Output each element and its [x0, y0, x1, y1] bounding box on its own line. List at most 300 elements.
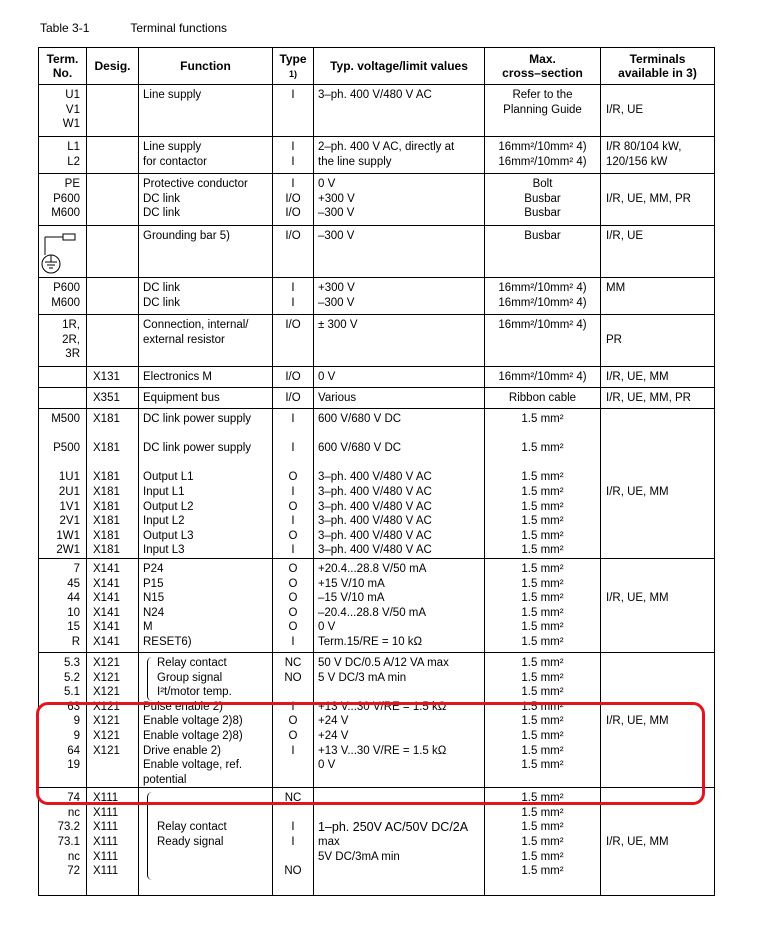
- cell-type: [273, 226, 314, 278]
- cell-line: 63: [67, 700, 80, 713]
- cell-line: P15: [143, 577, 164, 590]
- cell-line: I/O: [285, 371, 301, 383]
- cell-type: [273, 652, 314, 787]
- cell-line: 1.5 mm²: [521, 635, 564, 648]
- cell-line: Line supply: [143, 89, 202, 101]
- table-row: [39, 388, 715, 409]
- cell-line: X181: [93, 544, 120, 557]
- cell-line: I/R, UE, MM: [606, 371, 669, 383]
- cell-line: 1.5 mm²: [521, 656, 564, 669]
- cell-line: –300 V: [318, 207, 355, 220]
- cell-avail: [601, 137, 715, 174]
- cell-line: –300 V: [318, 230, 355, 242]
- cell-term: [39, 788, 87, 896]
- cell-line: X141: [93, 606, 120, 619]
- cell-volt: [314, 278, 485, 315]
- cell-line: [601, 671, 714, 686]
- cell-type: [273, 788, 314, 896]
- cell-line: 1.5 mm²: [521, 806, 564, 819]
- cell-line: X141: [93, 562, 120, 575]
- cell-line: I: [291, 413, 295, 425]
- cell-line: external resistor: [143, 333, 225, 346]
- cell-line: [87, 773, 138, 788]
- cell-line: 1.5 mm²: [521, 792, 564, 805]
- cell-line: Protective conductor: [143, 178, 248, 190]
- cell-line: [601, 441, 714, 456]
- cell-volt: [314, 558, 485, 652]
- cell-line: potential: [143, 773, 187, 786]
- header-type: Type 1): [273, 48, 314, 85]
- cell-volt: [314, 388, 485, 409]
- cell-line: X111: [93, 792, 119, 805]
- cell-line: I/R, UE: [606, 230, 644, 242]
- cell-line: [39, 427, 86, 442]
- cell-cross: [485, 278, 601, 315]
- cell-line: 3–ph. 400 V/480 V AC: [318, 529, 432, 542]
- cell-line: Enable voltage 2)8): [143, 729, 243, 742]
- cell-line: [87, 427, 138, 442]
- cell-line: 1.5 mm²: [521, 621, 564, 634]
- cell-line: Output L2: [143, 500, 194, 513]
- cell-line: I: [291, 155, 295, 168]
- cell-line: Busbar: [524, 230, 561, 242]
- cell-line: 19: [67, 759, 80, 772]
- cell-line: 5.2: [64, 671, 80, 684]
- cell-term: [39, 367, 87, 388]
- table-row: [39, 137, 715, 174]
- cell-desig: [87, 652, 139, 787]
- cell-func: [139, 137, 273, 174]
- cell-line: 1.5 mm²: [521, 686, 564, 699]
- cell-term: [39, 174, 87, 226]
- cell-line: Group signal: [157, 671, 223, 684]
- cell-desig: [87, 409, 139, 559]
- cell-line: I: [291, 282, 295, 294]
- cell-line: O: [288, 621, 298, 634]
- cell-line: 9: [73, 729, 80, 742]
- cell-type: [273, 388, 314, 409]
- cell-volt: [314, 788, 485, 896]
- cell-line: 73.2: [57, 821, 80, 834]
- cell-line: M: [143, 621, 153, 634]
- cell-line: [139, 850, 272, 865]
- cell-line: I: [291, 89, 295, 101]
- cell-cross: [485, 409, 601, 559]
- cell-line: 0 V: [318, 621, 336, 634]
- header-row: [39, 48, 715, 85]
- cell-line: [314, 864, 484, 879]
- table-row: [39, 226, 715, 278]
- cell-line: 1.5 mm²: [521, 729, 564, 742]
- cell-line: [601, 562, 714, 577]
- table-row: [39, 278, 715, 315]
- cell-line: 600 V/680 V DC: [318, 413, 402, 425]
- cell-line: Enable voltage 2)8): [143, 715, 243, 728]
- cell-line: DC link power supply: [143, 442, 252, 455]
- cell-type: [273, 367, 314, 388]
- cell-line: O: [288, 562, 298, 575]
- table-row: [39, 315, 715, 367]
- cell-line: I: [291, 821, 295, 834]
- cell-line: 16mm²/10mm² 4): [498, 282, 587, 294]
- cell-line: +24 V: [318, 729, 349, 742]
- cell-line: N24: [143, 606, 165, 619]
- cell-line: [39, 456, 86, 471]
- cell-line: X111: [93, 836, 119, 849]
- cell-line: Enable voltage, ref.: [143, 759, 243, 772]
- cell-line: X181: [93, 413, 120, 425]
- cell-line: –15 V/10 mA: [318, 592, 385, 605]
- cell-line: [314, 791, 484, 806]
- cell-type: [273, 137, 314, 174]
- cell-line: [601, 700, 714, 715]
- cell-line: I: [291, 141, 295, 153]
- cell-line: NO: [284, 671, 302, 684]
- cell-line: W1: [62, 118, 80, 131]
- cell-line: [139, 806, 272, 821]
- cell-line: DC link: [143, 192, 181, 205]
- cell-line: [601, 577, 714, 592]
- cell-avail: [601, 788, 715, 896]
- cell-desig: [87, 315, 139, 367]
- cell-line: 5.3: [64, 656, 80, 669]
- cell-line: I²t/motor temp.: [157, 686, 232, 699]
- terminal-functions-table: [38, 47, 715, 896]
- cell-type: [273, 278, 314, 315]
- cell-line: I: [291, 485, 295, 498]
- cell-line: O: [288, 471, 298, 484]
- cell-func: [139, 315, 273, 367]
- cell-term: [39, 558, 87, 652]
- cell-line: 0 V: [318, 371, 336, 383]
- cell-line: M600: [51, 207, 80, 220]
- cell-line: 9: [73, 715, 80, 728]
- cell-line: 2–ph. 400 V AC, directly at: [318, 141, 455, 153]
- cell-line: [601, 88, 714, 103]
- cell-line: I: [291, 544, 295, 557]
- cell-line: PR: [606, 333, 622, 346]
- cell-line: 0 V: [318, 759, 336, 772]
- cell-line: max: [318, 836, 340, 849]
- cell-line: [314, 427, 484, 442]
- cell-line: Busbar: [524, 192, 561, 205]
- cell-line: [314, 773, 484, 788]
- cell-line: X181: [93, 500, 120, 513]
- cell-line: I/O: [285, 192, 301, 205]
- cell-cross: [485, 174, 601, 226]
- cell-line: 44: [67, 592, 80, 605]
- cell-line: 73.1: [57, 836, 80, 849]
- cell-desig: [87, 278, 139, 315]
- cell-line: I/R, UE, MM: [606, 715, 669, 728]
- cell-line: Relay contact: [157, 821, 227, 834]
- table-row: [39, 652, 715, 787]
- cell-line: Drive enable 2): [143, 744, 221, 757]
- cell-cross: [485, 85, 601, 137]
- cell-line: X141: [93, 635, 120, 648]
- cell-term: [39, 226, 87, 278]
- cell-line: X121: [93, 729, 120, 742]
- cell-desig: [87, 558, 139, 652]
- cell-avail: [601, 85, 715, 137]
- cell-line: X121: [93, 656, 120, 669]
- cell-line: 1.5 mm²: [521, 471, 564, 484]
- cell-line: Ready signal: [157, 836, 224, 849]
- cell-type: [273, 558, 314, 652]
- brace-icon: [147, 792, 152, 880]
- cell-line: 1.5 mm²: [521, 577, 564, 590]
- cell-line: Term.15/RE = 10 kΩ: [318, 635, 423, 648]
- cell-term: [39, 278, 87, 315]
- cell-line: Output L1: [143, 471, 194, 484]
- cell-line: [273, 850, 313, 865]
- cell-line: X141: [93, 621, 120, 634]
- cell-line: [273, 758, 313, 773]
- table-row: [39, 788, 715, 896]
- cell-line: [601, 456, 714, 471]
- cell-term: [39, 137, 87, 174]
- cell-cross: [485, 788, 601, 896]
- cell-line: Input L2: [143, 515, 185, 528]
- cell-line: 1.5 mm²: [521, 544, 564, 557]
- cell-line: +300 V: [318, 282, 355, 294]
- cell-line: P600: [53, 282, 80, 294]
- cell-line: O: [288, 529, 298, 542]
- cell-line: P500: [53, 442, 80, 455]
- cell-line: 7: [73, 562, 80, 575]
- cell-line: X351: [93, 392, 120, 404]
- cell-line: X141: [93, 577, 120, 590]
- cell-line: O: [288, 500, 298, 513]
- cell-line: 3–ph. 400 V/480 V AC: [318, 89, 432, 101]
- cell-line: [485, 427, 600, 442]
- cell-line: [273, 773, 313, 788]
- cell-line: Planning Guide: [503, 103, 582, 116]
- cell-line: PE: [64, 178, 80, 190]
- cell-func: [139, 558, 273, 652]
- cell-line: I: [291, 296, 295, 309]
- cell-line: 0 V: [318, 178, 336, 190]
- cell-line: 1.5 mm²: [521, 606, 564, 619]
- cell-line: 1–ph. 250V AC/50V DC/2A: [318, 820, 469, 835]
- cell-line: 10: [67, 606, 80, 619]
- cell-line: V1: [65, 103, 80, 116]
- cell-avail: [601, 652, 715, 787]
- cell-line: [39, 773, 86, 788]
- table-caption: [40, 21, 227, 35]
- cell-line: RESET6): [143, 635, 192, 648]
- cell-func: [139, 652, 273, 787]
- cell-line: [601, 791, 714, 806]
- cell-line: I: [291, 515, 295, 528]
- cell-term: [39, 409, 87, 559]
- cell-line: –300 V: [318, 296, 355, 309]
- ground-symbol-icon: [39, 231, 85, 275]
- cell-line: 5V DC/3mA min: [318, 850, 400, 863]
- cell-line: 1.5 mm²: [521, 821, 564, 834]
- cell-line: [139, 864, 272, 879]
- cell-line: Busbar: [524, 207, 561, 220]
- cell-line: X181: [93, 471, 120, 484]
- cell-line: I/R, UE: [606, 103, 644, 116]
- cell-line: I: [291, 635, 295, 648]
- cell-line: [601, 427, 714, 442]
- cell-line: [601, 685, 714, 700]
- cell-type: [273, 315, 314, 367]
- table-row: [39, 85, 715, 137]
- cell-line: X121: [93, 744, 120, 757]
- cell-avail: [601, 367, 715, 388]
- cell-line: Grounding bar 5): [143, 230, 230, 242]
- cell-cross: [485, 652, 601, 787]
- cell-line: X111: [93, 806, 119, 819]
- cell-line: nc: [67, 806, 80, 819]
- cell-line: 1.5 mm²: [521, 759, 564, 772]
- cell-line: 2U1: [58, 485, 80, 498]
- cell-line: 1.5 mm²: [521, 500, 564, 513]
- cell-line: R: [71, 635, 80, 648]
- cell-line: the line supply: [318, 155, 392, 168]
- cell-line: 2V1: [59, 515, 80, 528]
- cell-line: Electronics M: [143, 371, 213, 383]
- cell-line: I: [291, 744, 295, 757]
- cell-volt: [314, 367, 485, 388]
- cell-line: [139, 456, 272, 471]
- cell-func: [139, 388, 273, 409]
- cell-desig: [87, 174, 139, 226]
- cell-term: [39, 85, 87, 137]
- header-function: Function: [139, 48, 273, 85]
- cell-line: NC: [284, 656, 302, 669]
- cell-type: [273, 85, 314, 137]
- cell-desig: [87, 137, 139, 174]
- cell-line: +15 V/10 mA: [318, 577, 385, 590]
- cell-func: [139, 788, 273, 896]
- cell-line: X131: [93, 371, 120, 383]
- cell-line: 72: [67, 865, 80, 878]
- cell-line: Output L3: [143, 529, 194, 542]
- cell-cross: [485, 315, 601, 367]
- cell-line: [139, 427, 272, 442]
- cell-line: [273, 427, 313, 442]
- cell-desig: [87, 226, 139, 278]
- cell-volt: [314, 315, 485, 367]
- cell-volt: [314, 174, 485, 226]
- cell-line: Input L3: [143, 544, 185, 557]
- cell-term: [39, 652, 87, 787]
- cell-line: 64: [67, 744, 80, 757]
- cell-volt: [314, 137, 485, 174]
- cell-avail: [601, 409, 715, 559]
- cell-line: [273, 806, 313, 821]
- cell-line: O: [288, 715, 298, 728]
- cell-desig: [87, 788, 139, 896]
- cell-line: 1.5 mm²: [521, 413, 564, 425]
- cell-line: [601, 820, 714, 835]
- cell-line: 3–ph. 400 V/480 V AC: [318, 471, 432, 484]
- cell-line: O: [288, 592, 298, 605]
- cell-line: +13 V...30 V/RE = 1.5 kΩ: [318, 744, 447, 757]
- cell-line: X121: [93, 686, 120, 699]
- cell-term: [39, 388, 87, 409]
- cell-line: [314, 806, 484, 821]
- cell-line: I/O: [285, 392, 301, 404]
- cell-avail: [601, 226, 715, 278]
- cell-line: 3R: [65, 348, 80, 361]
- cell-line: M500: [51, 413, 80, 425]
- cell-line: 74: [67, 792, 80, 805]
- cell-line: I/R 80/104 kW,: [606, 141, 682, 153]
- cell-line: I/R, UE, MM, PR: [606, 192, 691, 205]
- cell-line: 1U1: [58, 471, 80, 484]
- cell-line: 1.5 mm²: [521, 515, 564, 528]
- cell-line: +300 V: [318, 192, 355, 205]
- cell-line: X121: [93, 671, 120, 684]
- cell-line: X111: [93, 821, 119, 834]
- header-cross-section: Max. cross–section: [485, 48, 601, 85]
- cell-line: [601, 412, 714, 427]
- cell-line: DC link: [143, 296, 181, 309]
- table-row: [39, 558, 715, 652]
- cell-line: I: [291, 836, 295, 849]
- cell-line: 1.5 mm²: [521, 700, 564, 713]
- cell-line: DC link: [143, 207, 181, 220]
- cell-line: [273, 685, 313, 700]
- cell-line: I: [291, 178, 295, 190]
- cell-line: 16mm²/10mm² 4): [498, 371, 587, 383]
- cell-avail: [601, 558, 715, 652]
- cell-line: Refer to the: [512, 89, 573, 101]
- header-term-no: Term. No.: [39, 48, 87, 85]
- cell-line: Bolt: [532, 178, 553, 190]
- cell-line: Pulse enable 2): [143, 700, 223, 713]
- header-desig: Desig.: [87, 48, 139, 85]
- cell-line: Connection, internal/: [143, 319, 249, 331]
- cell-line: X111: [93, 850, 119, 863]
- cell-line: 120/156 kW: [606, 155, 668, 168]
- cell-line: 1.5 mm²: [521, 744, 564, 757]
- cell-line: [87, 456, 138, 471]
- cell-line: M600: [51, 296, 80, 309]
- cell-line: +24 V: [318, 715, 349, 728]
- cell-cross: [485, 558, 601, 652]
- cell-line: MM: [606, 282, 626, 294]
- cell-desig: [87, 388, 139, 409]
- cell-desig: [87, 85, 139, 137]
- cell-term: [39, 315, 87, 367]
- cell-type: [273, 409, 314, 559]
- cell-func: [139, 85, 273, 137]
- cell-line: 1.5 mm²: [521, 715, 564, 728]
- cell-line: NO: [284, 865, 302, 878]
- cell-line: I: [291, 700, 295, 713]
- cell-volt: [314, 409, 485, 559]
- cell-func: [139, 226, 273, 278]
- cell-line: 16mm²/10mm² 4): [498, 141, 587, 153]
- cell-line: 3–ph. 400 V/480 V AC: [318, 485, 432, 498]
- cell-cross: [485, 388, 601, 409]
- cell-line: [485, 456, 600, 471]
- cell-avail: [601, 315, 715, 367]
- cell-line: [314, 456, 484, 471]
- cell-line: 16mm²/10mm² 4): [498, 296, 587, 309]
- cell-line: [139, 791, 272, 806]
- cell-line: 5 V DC/3 mA min: [318, 671, 407, 684]
- table-row: [39, 367, 715, 388]
- cell-avail: [601, 278, 715, 315]
- cell-line: 2W1: [56, 544, 80, 557]
- cell-line: O: [288, 577, 298, 590]
